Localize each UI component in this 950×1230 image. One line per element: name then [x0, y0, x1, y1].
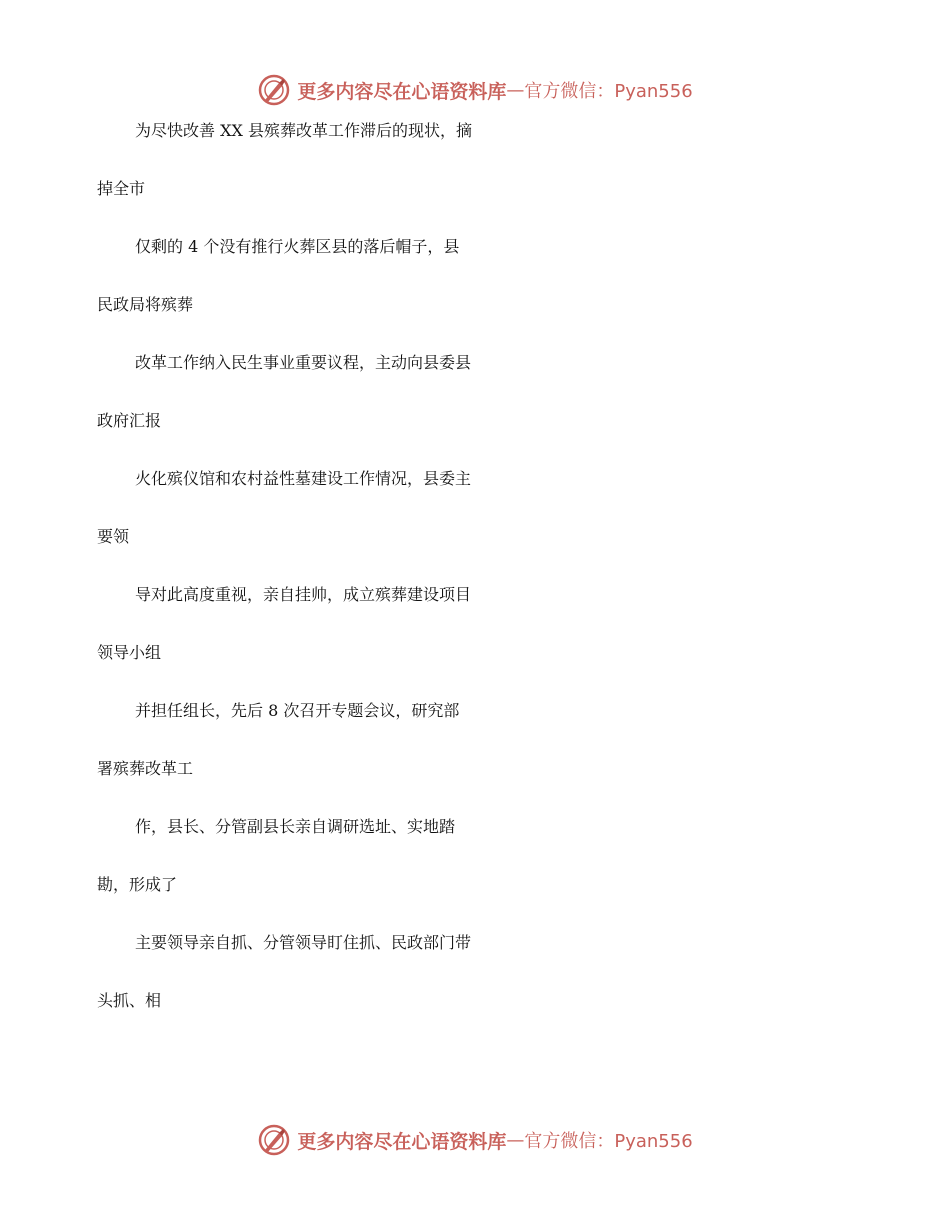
text-line: 民政局将殡葬: [97, 295, 194, 314]
text-line: 头抓、相: [97, 991, 162, 1010]
text-line: 要领: [97, 527, 130, 546]
text-line: 火化殡仪馆和农村益性墓建设工作情况，县委主: [135, 469, 472, 488]
header-watermark: [0, 70, 950, 110]
text-line: 改革工作纳入民生事业重要议程，主动向县委县: [135, 353, 472, 372]
text-line: 掉全市: [97, 179, 146, 198]
text-line: 署殡葬改革工: [97, 759, 194, 778]
pen-logo-icon: [257, 1123, 291, 1157]
watermark-dash: —: [506, 79, 525, 101]
text-line: 并担任组长，先后 8 次召开专题会议，研究部: [135, 701, 460, 720]
text-line: 导对此高度重视，亲自挂帅，成立殡葬建设项目: [135, 585, 472, 604]
text-line: 仅剩的 4 个没有推行火葬区县的落后帽子，县: [135, 237, 460, 256]
watermark-text: 更多内容尽在心语资料库: [297, 1130, 507, 1153]
footer-watermark: [0, 1120, 950, 1160]
pen-logo-icon: [257, 73, 291, 107]
text-line: 为尽快改善 XX 县殡葬改革工作滞后的现状，摘: [135, 121, 472, 140]
watermark-wechat: 官方微信：Pyan556: [524, 1131, 693, 1152]
text-line: 作，县长、分管副县长亲自调研选址、实地踏: [135, 817, 456, 836]
watermark-wechat: 官方微信：Pyan556: [524, 81, 693, 102]
watermark-dash: —: [506, 1129, 525, 1151]
text-line: 领导小组: [97, 643, 162, 662]
text-line: 政府汇报: [97, 411, 162, 430]
watermark-text: 更多内容尽在心语资料库: [297, 80, 507, 103]
text-line: 勘，形成了: [97, 875, 178, 894]
text-line: 主要领导亲自抓、分管领导盯住抓、民政部门带: [135, 933, 472, 952]
document-body: [97, 118, 857, 1046]
